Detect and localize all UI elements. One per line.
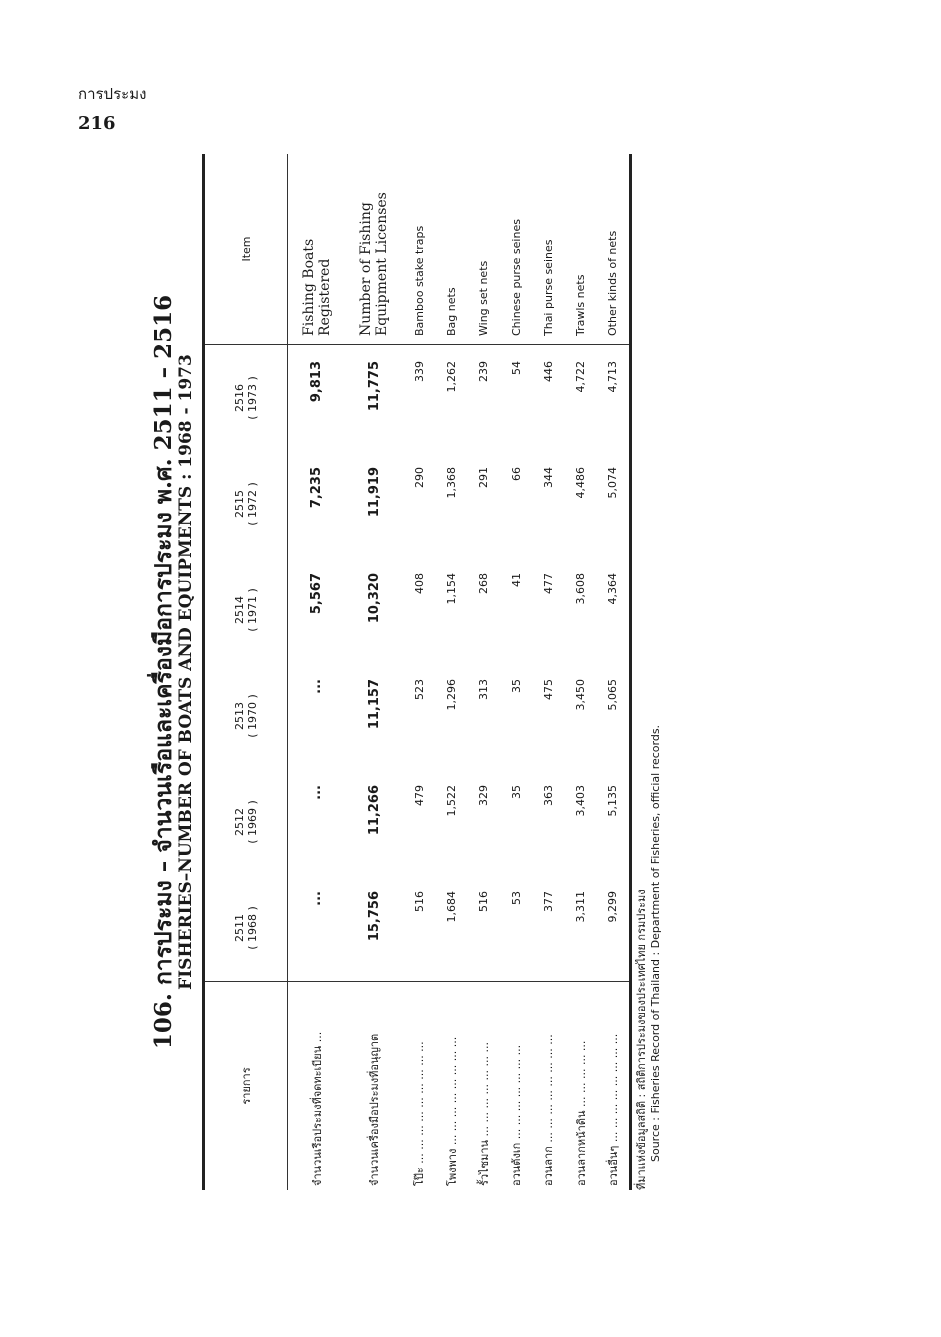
cell-value: 11,919	[366, 467, 382, 518]
cell-value: 35	[509, 679, 523, 693]
cell-value: 1,368	[445, 467, 458, 499]
cell-value: ...	[309, 785, 325, 800]
rotated-table-page	[146, 154, 676, 1190]
cell-value: 363	[541, 785, 555, 806]
cell-value: 35	[509, 785, 523, 799]
row-label-english: Chinese purse seines	[509, 219, 523, 336]
cell-value: 41	[509, 573, 523, 587]
cell-value: 53	[509, 891, 523, 905]
cell-value: 408	[412, 573, 426, 594]
cell-value: 475	[541, 679, 555, 700]
cell-value: 268	[477, 573, 491, 594]
table-row	[532, 154, 564, 1190]
cell-value: 5,065	[606, 679, 620, 711]
cell-value: 516	[412, 891, 426, 912]
cell-value: 1,262	[435, 345, 467, 452]
row-label-thai: อวนลาก ... ... ... ... ... ... ... ...	[532, 982, 564, 1191]
table-title-english: FISHERIES–NUMBER OF BOATS AND EQUIPMENTS : 1968 - 1973	[176, 354, 196, 990]
page-number: 216	[78, 113, 116, 134]
row-label-thai: โป๊ะ ... ... ... ... ... ... ... ... ...	[403, 982, 435, 1191]
row-label-english: Bamboo stake traps	[412, 225, 426, 336]
cell-value: 477	[541, 573, 555, 594]
year-header-3: 2514 ( 1971 )	[205, 557, 288, 663]
row-label-english: Other kinds of nets	[606, 230, 620, 336]
cell-value: 5,074	[606, 467, 620, 499]
source-thai: ที่มาแห่งข้อมูลสถิติ : สถิติการประมงของประเทศไทย กรมประมง	[635, 889, 648, 1190]
source-english: Source : Fisheries Record of Thailand : Department of Fisheries, official records.	[649, 724, 662, 1162]
table-row	[346, 154, 403, 1190]
row-label-english: Bag nets	[445, 287, 458, 336]
cell-value: 1,154	[445, 573, 458, 605]
cell-value: 329	[477, 785, 491, 806]
cell-value: 3,608	[574, 573, 588, 605]
cell-value: 66	[509, 467, 523, 481]
cell-value: 5,135	[606, 785, 620, 817]
item-header-thai: รายการ	[205, 982, 288, 1191]
cell-value: 446	[532, 345, 564, 452]
cell-value: 4,486	[574, 467, 588, 499]
row-label-english: Number of Fishing Equipment Licenses	[358, 192, 391, 336]
table-row	[468, 154, 500, 1190]
cell-value: 239	[468, 345, 500, 452]
row-label-english: Wing set nets	[477, 260, 491, 336]
cell-value: 11,775	[346, 345, 403, 452]
cell-value: 1,522	[445, 785, 458, 817]
cell-value: 377	[541, 891, 555, 912]
cell-value: 7,235	[309, 467, 325, 509]
year-header-1: 2512 ( 1969 )	[205, 769, 288, 875]
cell-value: 9,813	[288, 345, 346, 452]
item-header-english: Item	[205, 154, 288, 345]
cell-value: 3,450	[574, 679, 588, 711]
cell-value: 54	[500, 345, 532, 452]
cell-value: 313	[477, 679, 491, 700]
table-title-thai: 106. การประมง – จำนวนเรือและเครื่องมือการประมง พ.ศ. 2511 – 2516	[150, 294, 177, 1050]
table-row	[403, 154, 435, 1190]
cell-value: 5,567	[309, 573, 325, 615]
year-header-0: 2511 ( 1968 )	[205, 875, 288, 982]
cell-value: 4,364	[606, 573, 620, 605]
section-header: การประมง	[78, 85, 147, 103]
cell-value: 1,296	[445, 679, 458, 711]
cell-value: ...	[309, 891, 325, 906]
cell-value: ...	[309, 679, 325, 694]
year-header-2: 2513 ( 1970 )	[205, 663, 288, 769]
table-row	[435, 154, 467, 1190]
row-label-english: Fishing Boats Registered	[300, 238, 333, 336]
row-label-english: Thai purse seines	[541, 239, 555, 336]
cell-value: 10,320	[366, 573, 382, 624]
cell-value: 4,722	[564, 345, 596, 452]
cell-value: 11,157	[366, 679, 382, 730]
row-label-thai: จำนวนเครื่องมือประมงที่อนุญาต	[346, 982, 403, 1191]
data-table	[202, 154, 632, 1190]
cell-value: 479	[412, 785, 426, 806]
row-label-thai: อวนลากหน้าดิน ... ... ... ... ...	[564, 982, 596, 1191]
row-label-english: Trawls nets	[574, 274, 588, 336]
cell-value: 15,756	[366, 891, 382, 942]
cell-value: 3,311	[574, 891, 588, 923]
row-label-thai: รั้วไซมาน ... ... ... ... ... ... ...	[468, 982, 500, 1191]
row-label-thai: โพงพาง ... ... ... ... ... ... ... ...	[435, 982, 467, 1191]
row-label-thai: จำนวนเรือประมงที่จดทะเบียน ...	[288, 982, 346, 1191]
table-header-row	[205, 154, 288, 1190]
year-header-4: 2515 ( 1972 )	[205, 451, 288, 557]
cell-value: 290	[412, 467, 426, 488]
table-row	[500, 154, 532, 1190]
cell-value: 3,403	[574, 785, 588, 817]
row-label-thai: อวนตังเก ... ... ... ... ... ... ...	[500, 982, 532, 1191]
cell-value: 291	[477, 467, 491, 488]
table-row	[288, 154, 346, 1190]
cell-value: 9,299	[606, 891, 620, 923]
cell-value: 4,713	[597, 345, 629, 452]
year-header-5: 2516 ( 1973 )	[205, 345, 288, 452]
cell-value: 1,684	[445, 891, 458, 923]
table-row	[597, 154, 629, 1190]
cell-value: 339	[403, 345, 435, 452]
cell-value: 516	[477, 891, 491, 912]
cell-value: 11,266	[366, 785, 382, 836]
row-label-thai: อวนอื่นๆ ... ... ... ... ... ... ... ...	[597, 982, 629, 1191]
table-row	[564, 154, 596, 1190]
cell-value: 523	[412, 679, 426, 700]
cell-value: 344	[541, 467, 555, 488]
